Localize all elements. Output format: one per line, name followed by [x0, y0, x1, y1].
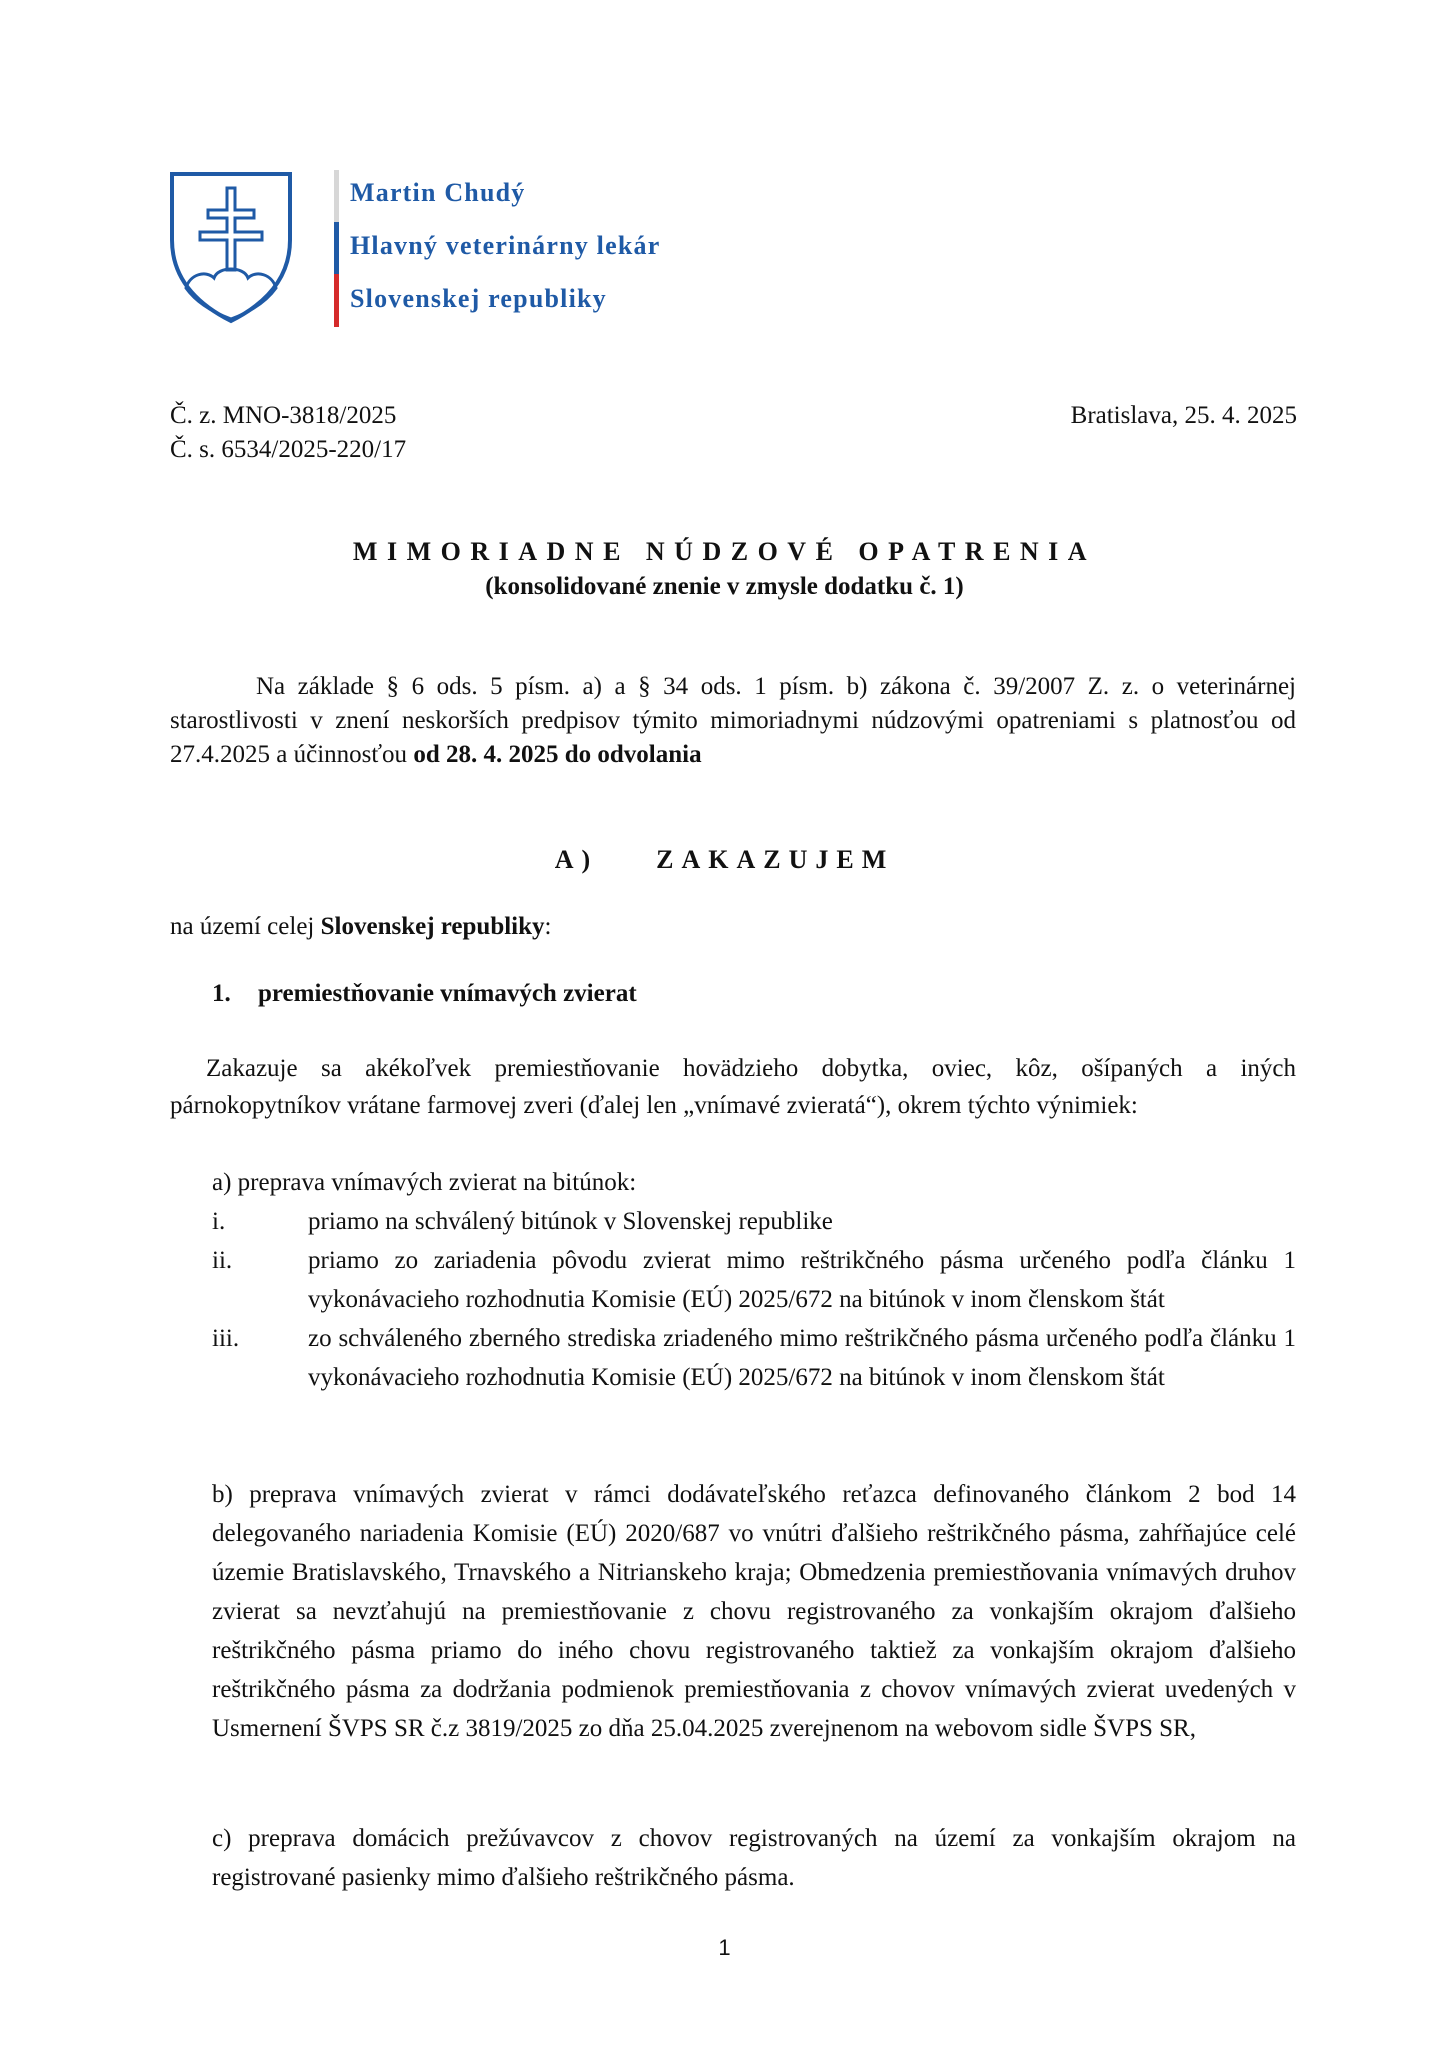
list-item-number: ii.	[212, 1247, 233, 1274]
intro-paragraph	[170, 670, 1296, 772]
divider-red-segment	[334, 274, 339, 327]
file-number: Č. z. MNO-3818/2025	[170, 402, 397, 429]
divider-white-segment	[334, 170, 339, 222]
point-1-paragraph	[170, 1050, 1296, 1124]
territory-name: Slovenskej republiky	[320, 913, 545, 940]
list-item	[212, 1241, 1296, 1319]
territory-line	[170, 910, 551, 944]
list-item	[212, 1319, 1296, 1397]
section-a-label: A)	[554, 845, 599, 874]
intro-validity: od 28. 4. 2025 do odvolania	[413, 741, 702, 768]
section-a-title: ZAKAZUJEM	[656, 845, 895, 874]
list-item-number: iii.	[212, 1325, 240, 1352]
exception-b: b) preprava vnímavých zvierat v rámci dodávateľského reťazca definovaného článkom 2 bod 14 delegovaného nariadenia Komisie (EÚ) 2020/687 vo vnútri ďalšieho reštrikčného pásma, zahŕňajúce celé územie Bratislavského, Trnavského a Nitrianskeho kraja; Obmedzenia premiestňovania vnímavých druhov zvierat sa nevzťahujú na premiestňovanie z chovu registrovaného za vonkajším okrajom ďalšieho reštrikčného pásma priamo do iného chovu registrovaného taktiež za vonkajším okrajom ďalšieho reštrikčného pásma za dodržania podmienok premiestňovania z chovov vnímavých zvierat uvedených v Usmernení ŠVPS SR č.z 3819/2025 zo dňa 25.04.2025 zverejnenom na webovom sidle ŠVPS SR,	[212, 1481, 1296, 1742]
official-name: Martin Chudý	[350, 178, 526, 207]
registry-number: Č. s. 6534/2025-220/17	[170, 436, 407, 463]
point-1-title: premiestňovanie vnímavých zvierat	[258, 980, 637, 1007]
section-a-heading	[0, 845, 1449, 875]
page-number: 1	[718, 1935, 731, 1960]
document-subtitle: (konsolidované znenie v zmysle dodatku č. 1)	[485, 573, 964, 600]
point-1-number: 1.	[212, 980, 231, 1007]
divider-blue-segment	[334, 222, 339, 274]
point-1-heading	[212, 980, 637, 1008]
intro-text: Na základe § 6 ods. 5 písm. a) a § 34 ods. 1 písm. b) zákona č. 39/2007 Z. z. o veterinárnej starostlivosti v znení neskorších predpisov týmito mimoriadnymi núdzovými opatreniami s platnosťou od 27.4.2025 a účinnosťou	[170, 673, 1296, 768]
exception-a-sublist	[212, 1202, 1296, 1397]
list-item-text: zo schváleného zberného strediska zriadeného mimo reštrikčného pásma určeného podľa článku 1 vykonávacieho rozhodnutia Komisie (EÚ) 2025/672 na bitúnok v inom členskom štát	[308, 1325, 1296, 1391]
flag-divider	[334, 170, 339, 327]
point-1-text: Zakazuje sa akékoľvek premiestňovanie hovädzieho dobytka, oviec, kôz, ošípaných a iných párnokopytníkov vrátane farmovej zveri (ďalej len „vnímavé zvieratá“), okrem týchto výnimiek:	[170, 1055, 1296, 1119]
slovak-coat-of-arms-icon	[168, 170, 294, 325]
letterhead	[350, 166, 660, 325]
place-and-date: Bratislava, 25. 4. 2025	[1070, 402, 1297, 429]
territory-prefix: na území celej	[170, 913, 321, 940]
list-item-number: i.	[212, 1208, 226, 1235]
exception-a: a) preprava vnímavých zvierat na bitúnok:	[212, 1169, 637, 1196]
exception-c: c) preprava domácich prežúvavcov z chovov registrovaných na území za vonkajším okrajom na registrované pasienky mimo ďalšieho reštrikčného pásma.	[212, 1825, 1296, 1891]
list-item-text: priamo na schválený bitúnok v Slovenskej republike	[308, 1208, 833, 1235]
official-title-line2: Slovenskej republiky	[350, 284, 607, 313]
territory-suffix: :	[544, 913, 552, 940]
list-item-text: priamo zo zariadenia pôvodu zvierat mimo reštrikčného pásma určeného podľa článku 1 vykonávacieho rozhodnutia Komisie (EÚ) 2025/672 na bitúnok v inom členskom štát	[308, 1247, 1296, 1313]
list-item	[212, 1202, 1296, 1241]
document-title: MIMORIADNE NÚDZOVÉ OPATRENIA	[352, 537, 1097, 566]
official-title-line1: Hlavný veterinárny lekár	[350, 231, 661, 260]
